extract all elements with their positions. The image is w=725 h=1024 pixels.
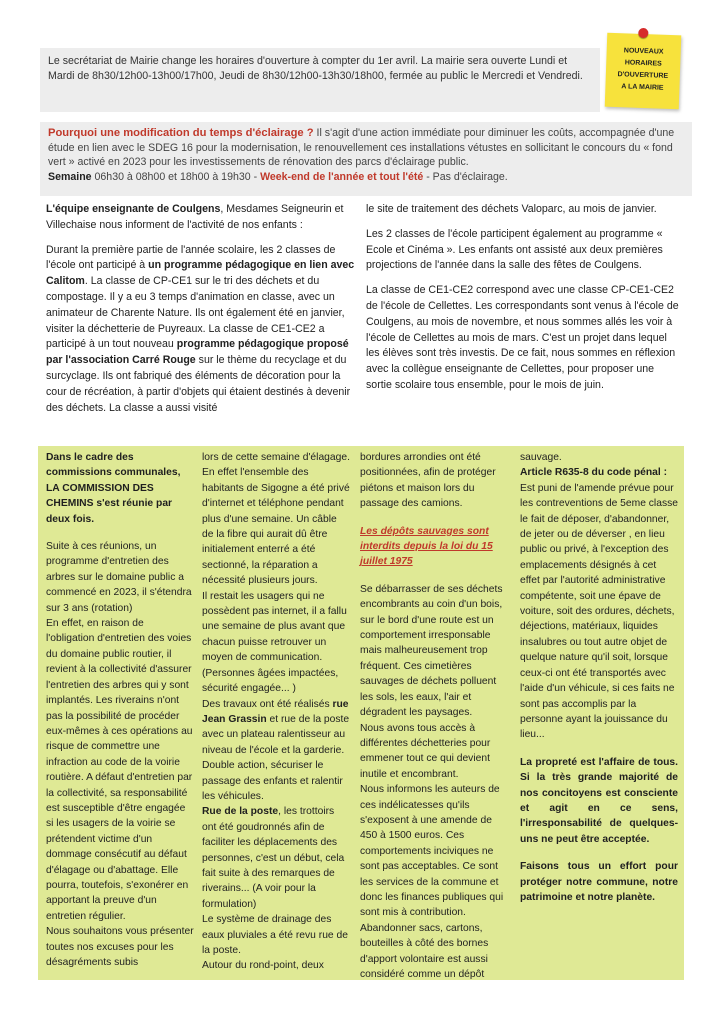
postit-line: NOUVEAUX [623,47,664,56]
paragraph: lors de cette semaine d'élagage. En effet l'ensemble des habitants de Sigogne a été privé d'internet et téléphone pendant plus d'une semaine. Un câble de la fibre qui aurait dû être initialement enterré a été sectionné, la réparation a nécessité plusieurs jours. [202,452,350,587]
paragraph: Se débarrasser de ses déchets encombrants au coin d'un bois, sur le bord d'une route est un comportement irresponsable mais malheureusement trop fréquent. Ces cimetières sauvages de déchets polluent les sols, les eaux, l'air et dégradent les paysages. [360,583,503,719]
illegal-dumping-heading: Les dépôts sauvages sont interdits depuis la loi du 15 juillet 1975 [360,525,493,568]
paragraph: Suite à ces réunions, un programme d'entretien des arbres sur le domaine public a commencé en 2023, il s'étendra sur 3 ans (rotation) [46,541,192,614]
paragraph: Le système de drainage des eaux pluviales a été revu rue de la poste. [202,914,348,956]
cleanliness-paragraph [520,755,678,847]
school-column-left [46,202,358,425]
paragraph: Nous informons les auteurs de ces indélicatesses qu'ils s'exposent à une amende de 450 à 1500 euros. Ces comportements inciviques ne sont pas acceptables. Ce sont les services de la commune et donc les finances publiques qui sont mis à contribution. Abandonner sacs, cartons, bouteilles à côté des bornes d'apport volontaire est aussi considéré comme un dépôt [360,784,504,980]
school-intro-text: , Mesdames Seigneurin et Villechaise nous informent de l'activité de nos enfants : [46,203,344,231]
paragraph: Il restait les usagers qui ne possèdent pas internet, il a fallu une semaine de plus avant que chacun puisse retrouver un moyen de communication. (Personnes âgées impactées, sécurité engagée... ) [202,590,347,695]
closing-paragraph [520,859,678,905]
article-heading [520,465,678,480]
green-column-2 [202,450,350,974]
lighting-text: Il s'agit d'une action immédiate pour diminuer les coûts, accompagnée d'une étude en lien avec le SDEG 16 pour la modernisation, le renouvellement ces installations vétustes en sollicitant le concours du « fond vert » activé en 2023 pour les investissements de rénovation des parcs d'éclairage public. [48,127,675,168]
closing-text: Faisons tous un effort pour protéger notre commune, notre patrimoine et notre planète. [520,861,678,903]
paragraph: sauvage. [520,452,562,463]
paragraph: bordures arrondies ont été positionnées, afin de protéger piétons et maison lors du passage des camions. [360,452,496,510]
mairie-hours-notice [40,48,600,112]
paragraph [202,804,350,912]
carre-rouge-program: programme pédagogique proposé par l'association Carré Rouge [46,338,349,367]
postit-line: D'OUVERTURE [617,71,669,80]
school-program-paragraph [46,243,358,417]
paragraph: Nous avons tous accès à différentes déchetteries pour emmener tout ce qui devient inutile et encombrant. [360,722,491,780]
cinema-paragraph: Les 2 classes de l'école participent également au programme « Ecole et Cinéma ». Les enfants ont assisté aux deux premières projections de l'année dans la salle des fêtes de Coulgens. [366,227,663,272]
paragraph: Autour du rond-point, deux [202,960,324,972]
school-column-right [366,202,680,403]
weekend-label: Week-end de l'année et tout l'été [260,170,424,183]
school-intro [46,202,358,234]
new-hours-postit [605,33,682,110]
weekend-text: - Pas d'éclairage. [423,170,508,183]
commission-heading-text: Dans le cadre des commissions communales, LA COMMISSION DES CHEMINS s'est réunie par deux fois. [46,452,181,525]
calitom-program: un programme pédagogique en lien avec Calitom [46,259,355,288]
paragraph: En effet, en raison de l'obligation d'entretien des voies du domaine public routier, il revient à la collectivité d'assurer l'entretien des arbres qui y sont implantés. Les riverains n'ont pas la possibilité de procéder eux-mêmes à ces opérations au risque de commettre une infraction au code de la voirie routière. A défaut d'entretien par la collectivité, sa responsabilité est susceptible d'être engagée si les usagers de la voirie se prétendent victime d'un dommage consécutif au défaut d'élagage ou d'abattage. Elle pourra, toutefois, s'exonérer en apportant la preuve d'un entretien régulier. [46,618,193,922]
green-column-4 [520,450,678,905]
article-heading-text: Article R635-8 du code pénal : [520,467,668,479]
commission-heading [46,450,194,527]
text: sur le thème du recyclage et du surcyclage. Ils ont fabriqué des éléments de décoration pour la cour de récréation, à partir d'objets qui étaient destinés à devenir des déchets. La classe a aussi visité [46,354,351,414]
street-name: rue Jean Grassin [202,698,349,725]
text: Durant la première partie de l'année scolaire, les 2 classes de l'école ont participé à [46,243,336,272]
street-name: Rue de la poste [202,806,279,818]
green-column-1 [46,450,194,970]
lighting-box [40,122,692,196]
school-team-name: L'équipe enseignante de Coulgens [46,203,221,215]
green-column-3 [360,450,510,982]
text: et rue de la poste avec un plateau ralentisseur au niveau de l'école et la garderie. Double action, sécuriser le passage des enfants et ralentir les véhicules. [202,713,350,802]
semaine-text: 06h30 à 08h00 et 18h00 à 19h30 - [91,170,261,183]
commission-section [38,446,684,980]
paragraph: Est puni de l'amende prévue pour les contreventions de 5eme classe le fait de déposer, d'abandonner, de jeter ou de déverser , en lieu public ou privé, à l'exception des emplacements désignés à cet effet par l'autorité administrative compétente, soit une épave de voiture, soit des ordures, déchets, déjections, matériaux, liquides insalubres ou tout autre objet de quelque nature qu'il soit, lorsque ceux-ci ont été transportés avec l'aide d'un véhicule, si ces faits ne sont pas accomplis par la personne ayant la jouissance du lieu... [520,482,678,741]
text: Des travaux ont été réalisés [202,698,333,710]
valoparc-paragraph: le site de traitement des déchets Valoparc, au mois de janvier. [366,203,657,215]
mairie-hours-text: Le secrétariat de Mairie change les horaires d'ouverture à compter du 1er avril. La mairie sera ouverte Lundi et Mardi de 8h30/12h00-13h00/17h00, Jeudi de 8h30/12h00-13h30/18h00, fermée au public le Mercredi et Vendredi. [48,55,583,82]
cellettes-paragraph: La classe de CE1-CE2 correspond avec une classe CP-CE1-CE2 de l'école de Cellettes. Les correspondants sont venus à l'école de Coulgens, au mois de novembre, et nous sommes allés les voir à l'école de Cellettes au mois de mars. C'est un projet dans lequel les élèves sont très investis. De ce fait, nous sommes en réflexion avec la collègue enseignante de Cellettes, pour proposer une sortie scolaire tous ensemble, pour le mois de juin. [366,284,679,391]
pin-icon [638,28,648,38]
postit-line: A LA MAIRIE [621,83,664,92]
paragraph: Nous souhaitons vous présenter toutes nos excuses pour les désagréments subis [46,926,194,968]
semaine-label: Semaine [48,170,92,183]
paragraph [202,697,350,805]
postit-line: HORAIRES [624,59,662,68]
lighting-question: Pourquoi une modification du temps d'éclairage ? [48,127,314,139]
cleanliness-text: La propreté est l'affaire de tous. Si la très grande majorité de nos concitoyens est consciente et agit en ce sens, l'irresponsabilité de quelques-uns ne peut être acceptée. [520,756,678,845]
text: . La classe de CP-CE1 sur le tri des déchets et du compostage. Il y a eu 3 temps d'animation en classe, avec un animateur de Charente Nature. Ils ont également été en janvier, visiter la déchetterie de Puyreaux. La classe de CE1-CE2 a participé à un tout nouveau [46,275,345,351]
text: , les trottoirs ont été goudronnés afin de faciliter les déplacements des personnes, c'est un début, cela fait suite à des remarques de riverains... (A voir pour la formulation) [202,806,345,910]
